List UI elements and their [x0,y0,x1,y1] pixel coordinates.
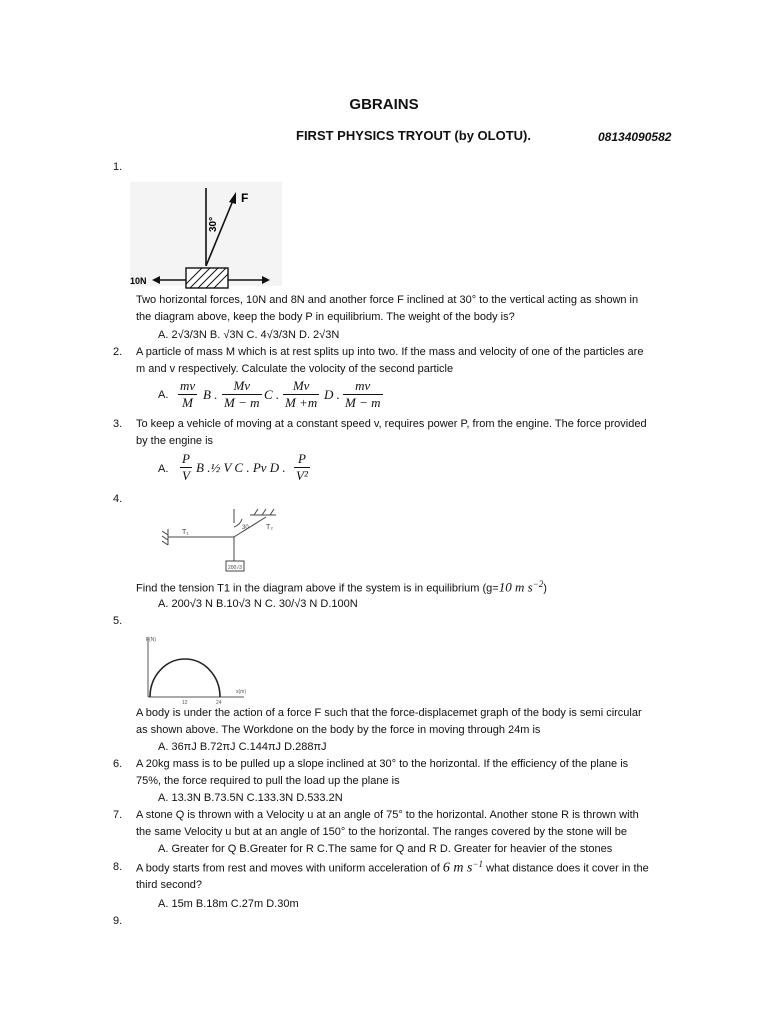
question-3-option-d-fraction: $\frac{P}{\text{V²}}$ [296,451,308,483]
page-title: GBRAINS [349,96,419,113]
question-2-text-line2: m and v respectively. Calculate the volocity of the second particle [136,363,454,375]
question-8-text-line2: third second? [136,879,203,891]
question-2-option-a-fraction: $\frac{mv}{M}$ [180,378,196,410]
question-8-text-line1: A body starts from rest and moves with uniform acceleration of 6 m $s^{-1}$ what distance does it cover in the [136,859,649,876]
question-4-diagram [162,505,292,575]
question-2-option-b-fraction: $\frac{Mv}{M - m}$ [224,378,260,410]
question-2-text-line1: A particle of mass M which is at rest splits up into two. If the mass and velocity of one of the particles are [136,346,644,358]
question-2-option-d-label: D . [324,387,340,402]
question-4-number: 4. [113,493,123,505]
question-1-number: 1. [113,161,123,173]
question-3-option-a-label: A. [158,463,169,475]
question-7-options: A. Greater for Q B.Greater for R C.The same for Q and R D. Greater for heavier of the stones [158,843,613,855]
question-1-diagram [126,180,296,290]
question-7-number: 7. [113,809,123,821]
question-3-number: 3. [113,418,123,430]
angle-label: 30 [242,525,249,531]
question-5-text-line1: A body is under the action of a force F such that the force-displacemet graph of the body is semi circular [136,707,642,719]
force-10n-label: 10N [130,276,147,286]
question-2-option-c-fraction: $\frac{Mv}{M +m}$ [285,378,318,410]
graph-y-label: F(N) [146,637,156,643]
question-5-options: A. 36πJ B.72πJ C.144πJ D.288πJ [158,741,327,753]
graph-x-label: x(m) [236,689,246,695]
question-8-options: A. 15m B.18m C.27m D.30m [158,898,299,910]
question-5-graph [136,633,256,707]
mass-label: 200√3 [228,565,242,571]
question-6-number: 6. [113,758,123,770]
question-2-option-a-label: A. [158,389,169,401]
question-9-number: 9. [113,915,123,927]
exam-subtitle: FIRST PHYSICS TRYOUT (by OLOTU). [296,128,531,143]
question-2-number: 2. [113,346,123,358]
question-5-number: 5. [113,615,123,627]
question-1-text-line2: the diagram above, keep the body P in equilibrium. The weight of the body is? [136,311,515,323]
question-8-number: 8. [113,861,123,873]
question-3-text-line2: by the engine is [136,435,214,447]
question-3-option-a-fraction: $\frac{P}{V}$ [182,451,190,483]
question-6-text-line1: A 20kg mass is to be pulled up a slope inclined at 30° to the horizontal. If the efficiency of the plane is [136,758,629,770]
question-2-option-b-label: B . [203,387,218,402]
question-3-text-line1: To keep a vehicle of moving at a constant speed v, requires power P, from the engine. The force provided [136,418,647,430]
question-7-text-line1: A stone Q is thrown with a Velocity u at an angle of 75° to the horizontal. Another stone R is thrown with [136,809,639,821]
question-6-options: A. 13.3N B.73.5N C.133.3N D.533.2N [158,792,343,804]
force-f-label: F [241,191,249,205]
question-4-options: A. 200√3 N B.10√3 N C. 30/√3 N D.100N [158,598,358,610]
question-4-text: Find the tension T1 in the diagram above if the system is in equilibrium (g=10 m $s^{-2}$) [136,579,547,595]
question-2-option-c-label: C . [264,387,280,402]
question-1-text-line1: Two horizontal forces, 10N and 8N and another force F inclined at 30° to the vertical acting as shown in [136,294,639,306]
question-2-option-d-fraction: $\frac{mv}{M - m}$ [345,378,381,410]
question-6-text-line2: 75%, the force required to pull the load up the plane is [136,775,400,787]
tension-t1-label: T₁ [182,529,189,536]
phone-number: 08134090582 [598,130,672,144]
question-5-text-line2: as shown above. The Workdone on the body by the force in moving through 24m is [136,724,541,736]
question-7-text-line2: the same Velocity u but at an angle of 150° to the horizontal. The ranges covered by the stone will be [136,826,627,838]
graph-x-tick-mid: 12 [182,700,188,706]
question-1-options: A. 2√3/3N B. √3N C. 4√3/3N D. 2√3N [158,329,340,341]
tension-t2-label: T₂ [266,524,273,531]
question-3-options-bcd: B .½ V C . Pv D . [196,460,286,475]
angle-30-label: 30° [208,216,219,232]
graph-x-tick-end: 24 [216,700,222,706]
